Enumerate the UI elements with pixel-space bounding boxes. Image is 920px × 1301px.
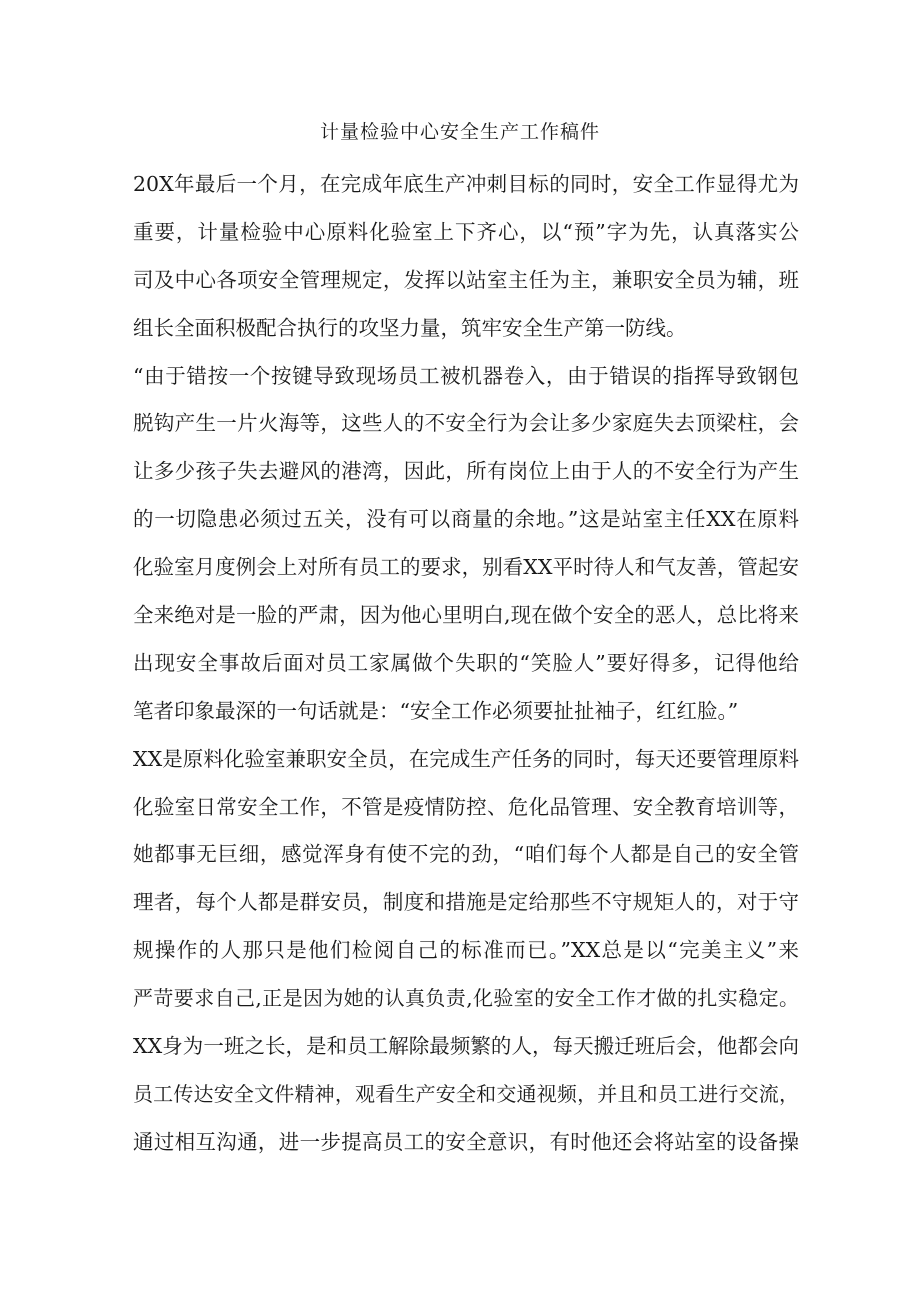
text-line: 20X年最后一个月，在完成年底生产冲刺目标的同时，安全工作显得尤为 xyxy=(133,172,799,196)
text-line: 化验室月度例会上对所有员工的要求，别看XX平时待人和气友善，管起安 xyxy=(133,555,799,580)
text-line: 出现安全事故后面对员工家属做个失职的“笑脸人”要好得多，记得他给 xyxy=(133,650,799,675)
text-line: 员工传达安全文件精神，观看生产安全和交通视频，并且和员工进行交流， xyxy=(133,1081,799,1106)
text-line: 让多少孩子失去避风的港湾，因此，所有岗位上由于人的不安全行为产生 xyxy=(133,459,799,484)
text-line: 全来绝对是一脸的严肃，因为他心里明白,现在做个安全的恶人，总比将来 xyxy=(133,603,799,628)
text-line: 理者，每个人都是群安员，制度和措施是定给那些不守规矩人的，对于守 xyxy=(133,890,799,915)
text-line: 规操作的人那只是他们检阅自己的标准而已。”XX总是以“完美主义”来 xyxy=(133,938,799,963)
text-line: 组长全面积极配合执行的攻坚力量，筑牢安全生产第一防线。 xyxy=(133,315,687,340)
document-title: 计量检验中心安全生产工作稿件 xyxy=(319,121,600,143)
text-line: 笔者印象最深的一句话就是：“安全工作必须要扯扯袖子，红红脸。” xyxy=(133,698,739,723)
text-line: 严苛要求自己,正是因为她的认真负责,化验室的安全工作才做的扎实稳定。 xyxy=(133,986,799,1011)
text-line: 脱钩产生一片火海等，这些人的不安全行为会让多少家庭失去顶梁柱，会 xyxy=(133,411,799,436)
text-line: 通过相互沟通，进一步提高员工的安全意识，有时他还会将站室的设备操 xyxy=(133,1129,799,1154)
text-line: “由于错按一个按键导致现场员工被机器卷入，由于错误的指挥导致钢包 xyxy=(133,363,799,388)
document-body xyxy=(133,166,799,1172)
text-line: 重要，计量检验中心原料化验室上下齐心，以“预”字为先，认真落实公 xyxy=(133,219,799,244)
text-line: 的一切隐患必须过五关，没有可以商量的余地。”这是站室主任XX在原料 xyxy=(133,507,799,532)
text-line: 司及中心各项安全管理规定，发挥以站室主任为主，兼职安全员为辅，班 xyxy=(133,267,799,292)
text-line: 她都事无巨细，感觉浑身有使不完的劲，“咱们每个人都是自己的安全管 xyxy=(133,842,799,867)
text-line: XX身为一班之长，是和员工解除最频繁的人，每天搬迁班后会，他都会向 xyxy=(133,1034,799,1059)
text-line: 化验室日常安全工作，不管是疫情防控、危化品管理、安全教育培训等， xyxy=(133,794,799,819)
text-line: XX是原料化验室兼职安全员，在完成生产任务的同时，每天还要管理原料 xyxy=(133,746,799,771)
